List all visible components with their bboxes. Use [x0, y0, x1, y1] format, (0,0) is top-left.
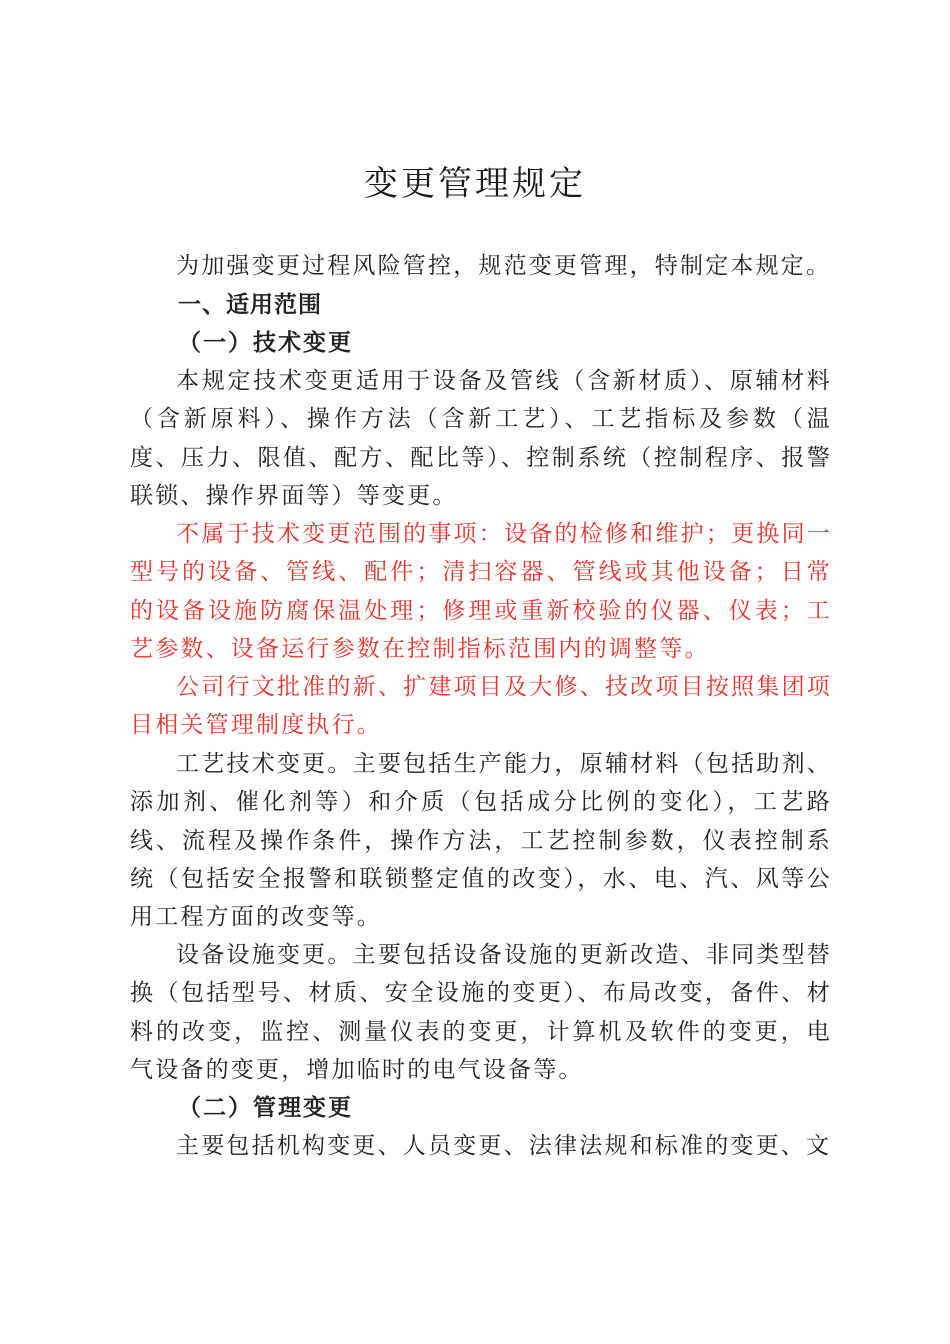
subsection-heading-management-change: （二）管理变更 [178, 1094, 353, 1121]
paragraph-technical-scope: 本规定技术变更适用于设备及管线（含新材质）、原辅材料（含新原料）、操作方法（含新工艺）、工艺指标及参数（温度、压力、限值、配方、配比等）、控制系统（控制程序、报警联锁、操作界面等）等变更。 [130, 368, 832, 509]
section-heading-scope: 一、适用范围 [178, 292, 322, 318]
paragraph-management-change: 主要包括机构变更、人员变更、法律法规和标准的变更、文 [176, 1133, 832, 1159]
paragraph-project-rules: 公司行文批准的新、扩建项目及大修、技改项目按照集团项目相关管理制度执行。 [130, 674, 832, 739]
intro-paragraph: 为加强变更过程风险管控，规范变更管理，特制定本规定。 [176, 253, 832, 279]
paragraph-process-change: 工艺技术变更。主要包括生产能力，原辅材料（包括助剂、添加剂、催化剂等）和介质（包括成分比例的变化），工艺路线、流程及操作条件，操作方法，工艺控制参数，仪表控制系统（包括安全报警和联锁整定值的改变），水、电、汽、风等公用工程方面的改变等。 [130, 751, 832, 931]
paragraph-not-in-scope: 不属于技术变更范围的事项：设备的检修和维护；更换同一型号的设备、管线、配件；清扫容器、管线或其他设备；日常的设备设施防腐保温处理；修理或重新校验的仪器、仪表；工艺参数、设备运行参数在控制指标范围内的调整等。 [130, 521, 832, 662]
paragraph-equipment-change: 设备设施变更。主要包括设备设施的更新改造、非同类型替换（包括型号、材质、安全设施的变更）、布局改变，备件、材料的改变，监控、测量仪表的变更，计算机及软件的变更，电气设备的变更，增加临时的电气设备等。 [130, 942, 832, 1083]
document-title: 变更管理规定 [364, 164, 586, 204]
subsection-heading-technical-change: （一）技术变更 [178, 329, 353, 356]
